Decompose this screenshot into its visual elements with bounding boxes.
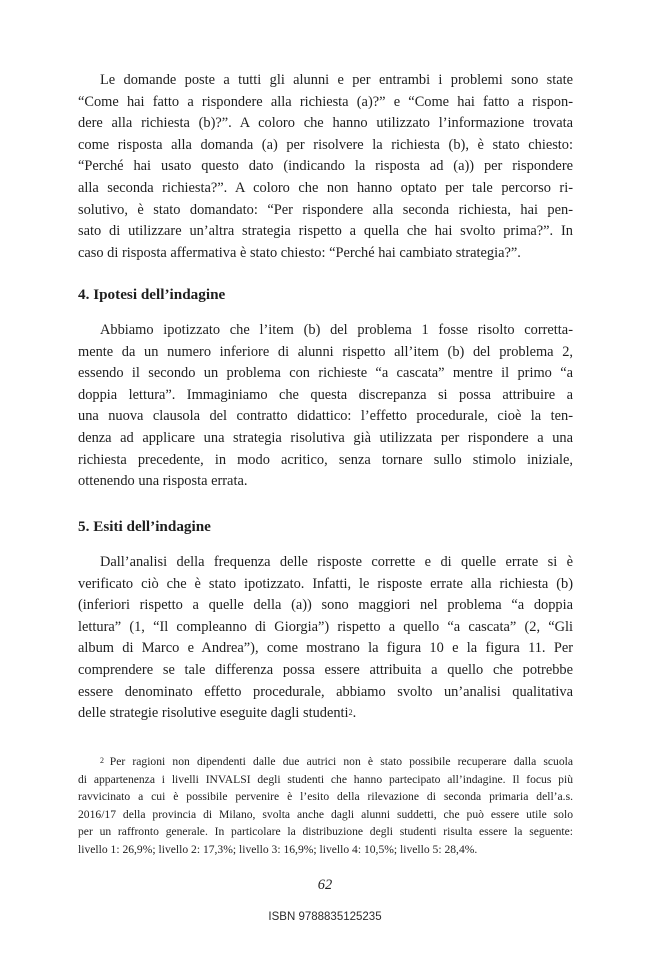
paragraph-2: [78, 320, 573, 493]
text-line: “Come hai fatto a rispondere alla richiesta (a)?” e “Come hai fatto a rispon-: [78, 93, 573, 110]
footnote: [78, 753, 573, 858]
footnote-line: [78, 823, 573, 841]
footnote-text: Per ragioni non dipendenti dalle due autrici non è stato possibile recuperare dalla scuola: [109, 755, 573, 768]
text-line: “Perché hai usato questo dato (indicando la risposta ad (a)) per rispondere: [78, 158, 573, 175]
page-number: 62: [317, 877, 333, 893]
text-line: Abbiamo ipotizzato che l’item (b) del problema 1 fosse risolto corretta-: [100, 322, 573, 338]
section-5-heading: 5. Esiti dell’indagine: [78, 518, 211, 535]
text-line: caso di risposta affermativa è stato chiesto: “Perché hai cambiato strategia?”.: [78, 244, 521, 261]
footnote-marker: 2: [100, 756, 104, 765]
footnote-line: [78, 841, 573, 859]
text-line: essendo il secondo un problema con richieste “a cascata” mentre il primo “a: [78, 365, 573, 382]
text-line: comprendere se tale differenza possa essere attribuita a quello che potrebbe: [78, 661, 573, 678]
text-line: Dall’analisi della frequenza delle risposte corrette e di quelle errate si è: [100, 554, 573, 570]
footnote-text: ravvicinato a cui è possibile pervenire è l’esito della rilevazione di seconda primaria dell’a.s.: [78, 790, 573, 803]
text-line: verificato ciò che è stato ipotizzato. Infatti, le risposte errate alla richiesta (b): [78, 575, 573, 592]
footnote-line: [78, 806, 573, 824]
text-line: come risposta alla domanda (a) per risolvere la richiesta (b), è stato chiesto:: [78, 136, 573, 153]
footnote-text: 2016/17 della provincia di Milano, svolta anche dagli alunni suddetti, che può essere utile solo: [78, 807, 573, 821]
text-line: sato di utilizzare un’altra strategia rispetto a quella che hai svolto prima?”. In: [78, 223, 573, 240]
footnote-text: di appartenenza i livelli INVALSI degli studenti che hanno partecipato all’indagine. Il focus più: [78, 772, 573, 786]
text-line: dere alla richiesta (b)?”. A coloro che hanno utilizzato l’informazione trovata: [78, 115, 573, 132]
footnote-reference[interactable]: 2: [348, 708, 353, 718]
footnote-line: [78, 753, 573, 771]
text-line: mente da un numero inferiore di alunni rispetto all’item (b) del problema 2,: [78, 343, 573, 360]
text-line: lettura” (1, “Il compleanno di Giorgia”) rispetto a quello “a cascata” (2, “Gli: [78, 618, 573, 635]
text-line: Le domande poste a tutti gli alunni e per entrambi i problemi sono state: [100, 72, 573, 88]
text-line: denza ad applicare una strategia risolutiva già utilizzata per rispondere a una: [78, 429, 573, 446]
section-4-heading: 4. Ipotesi dell’indagine: [78, 286, 226, 303]
text-line: delle strategie risolutive eseguite dagli studenti$^2$.: [78, 705, 357, 722]
paragraph-3: [78, 552, 573, 725]
footnote-text: per un raffronto generale. In particolare la distribuzione degli studenti risulta essere la seguente:: [78, 825, 573, 838]
text-line: ottenendo una risposta errata.: [78, 473, 248, 490]
text-line: alla seconda richiesta?”. A coloro che non hanno optato per tale percorso ri-: [78, 179, 573, 196]
text-line: (inferiori rispetto a quelle della (a)) sono maggiori nel problema “a doppia: [78, 597, 573, 614]
text-line: una nuova clausola del contratto didattico: l’effetto procedurale, cioè la ten-: [78, 408, 573, 425]
footnote-line: [78, 788, 573, 806]
text-line: doppia lettura”. Immaginiamo che questa discrepanza si possa attribuire a: [78, 386, 573, 403]
paragraph-1: [78, 70, 573, 264]
footnote-text: livello 1: 26,9%; livello 2: 17,3%; livello 3: 16,9%; livello 4: 10,5%; livello 5: 28,4%.: [78, 842, 478, 856]
footnote-line: [78, 771, 573, 789]
text-line: richiesta precedente, in modo acritico, senza tornare sullo stimolo iniziale,: [78, 451, 573, 468]
text-line: album di Marco e Andrea”), come mostrano la figura 10 e la figura 11. Per: [78, 640, 573, 657]
isbn: ISBN 9788835125235: [268, 911, 382, 923]
text-line: essere denominato effetto procedurale, abbiamo svolto un’analisi qualitativa: [78, 683, 573, 700]
text-line: solutivo, è stato domandato: “Per rispondere alla seconda richiesta, hai pen-: [78, 201, 573, 218]
